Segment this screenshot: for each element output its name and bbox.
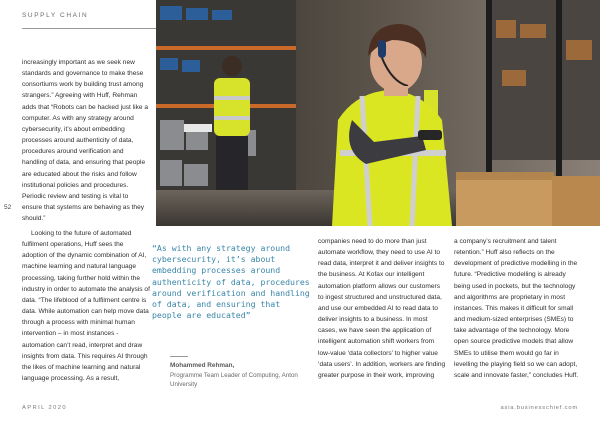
quote-divider xyxy=(170,356,188,357)
column-4 xyxy=(454,236,582,381)
page-number: 52 xyxy=(4,204,12,211)
quote-attribution-name: Mohammed Rehman, xyxy=(170,362,235,369)
column-1-top xyxy=(22,57,150,224)
paragraph: increasingly important as we seek new standards and governance to make these consortiums work by building trust among strangers.” Agreeing with Huff, Rehman adds that “Robots can be hacked just like a computer. As with any strategy around cybersecurity, it’s about embedding processes around authenticity of data, procedures around verification and handling of data, and ensuring that people are educated about the risks and follow institutional policies and procedures. Periodic review and testing is vital to ensure that systems are behaving as they should.” xyxy=(22,59,149,223)
header-divider xyxy=(22,28,156,29)
warehouse-worker-scanning-photo xyxy=(156,0,600,226)
issue-date: APRIL 2020 xyxy=(22,405,68,411)
pull-quote: “As with any strategy around cybersecurity, it’s about embedding processes around authenticity of data, procedures around verification and handling of data, and ensuring that people are educated” xyxy=(152,243,310,321)
paragraph: companies need to do more than just automate workflow, they need to use AI to read data, interpret it and deliver insights to the business. At Kofax our intelligent automation platform allows our customers to ingest structured and unstructured data, and use our embedded AI to read data to deliver insights to a business. In most cases, we have seen the application of intelligent automation shift workers from low-value ‘data collectors’ to higher value ‘data users’. In addition, workers are finding greater purpose in their work, improving xyxy=(318,238,446,379)
paragraph: a company’s recruitment and talent retention.” Huff also reflects on the development of predictive modelling in the future. “Predictive modelling is already being used in pockets, but the technology and algorithms are proprietary in most instances. This makes it difficult for small and medium-sized enterprises (SMEs) to take advantage of the technology. More open source predictive models that allow SMEs to utilise them would go far in levelling the playing field so we can adopt, scale and innovate faster,” concludes Huff. xyxy=(454,238,579,379)
column-1-bottom xyxy=(22,228,150,384)
paragraph: Looking to the future of automated fulfilment operations, Huff sees the adoption of the dynamic combination of AI, machine learning and natural language processing, taking further hold within the industry in order to automate the analysis of data. “The lifeblood of a fulfilment centre is data. While automation can help move data through a process with minimal human intervention – in most instances - automation can’t read, interpret and draw insights from data. This requires AI through the likes of machine learning and natural language processing. As a result, xyxy=(22,230,150,383)
website-link[interactable]: asia.businesschief.com xyxy=(500,405,578,411)
quote-attribution-title: Programme Team Leader of Computing, Anton University xyxy=(170,372,298,388)
column-3 xyxy=(318,236,446,381)
warehouse-photo xyxy=(156,0,600,226)
section-label: SUPPLY CHAIN xyxy=(22,12,89,19)
